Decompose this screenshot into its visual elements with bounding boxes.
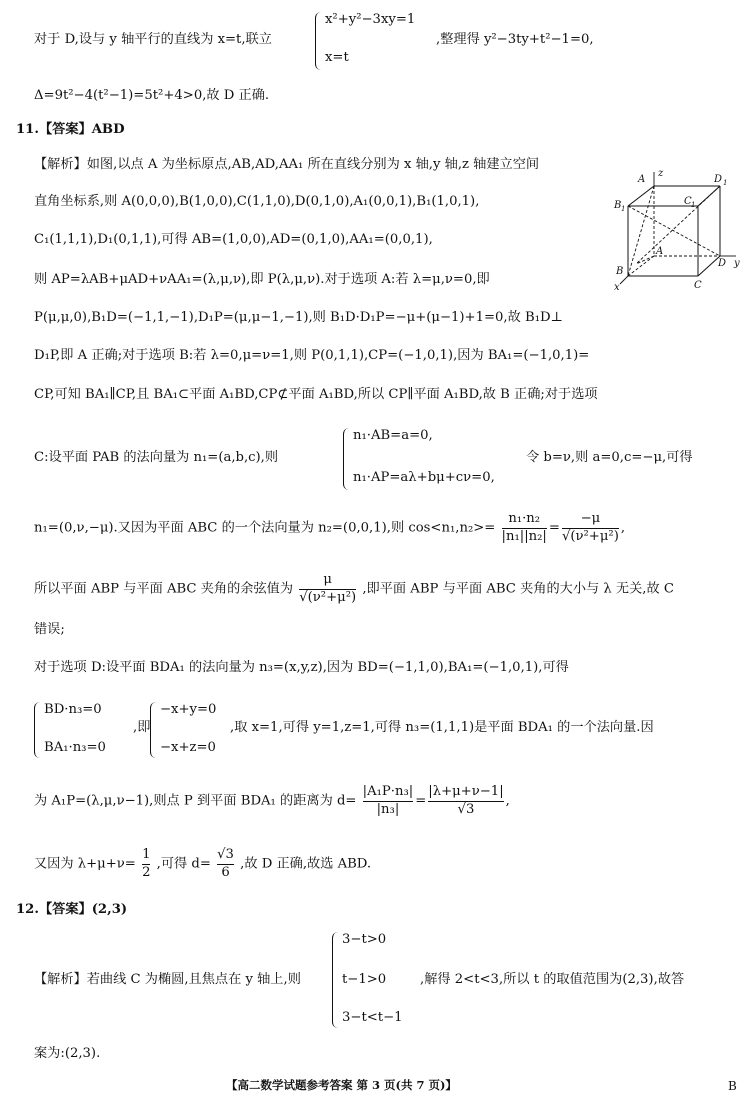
equation-row: n₁·AP=aλ+bμ+cν=0,	[353, 470, 495, 485]
figure-label: 1	[723, 179, 728, 187]
cube-figure	[608, 168, 748, 292]
equation-system	[343, 428, 513, 490]
text-line: ,整理得 y²−3ty+t²−1=0,	[436, 32, 594, 47]
text-line: C:设平面 PAB 的法向量为 n₁=(a,b,c),则	[34, 450, 279, 465]
equation-row: t−1>0	[342, 972, 387, 987]
figure-label: C	[684, 196, 692, 207]
equation-system	[150, 702, 240, 758]
equation-system	[315, 12, 433, 70]
figure-label: x	[614, 282, 620, 292]
figure-label: B	[616, 266, 624, 277]
text-line: ,取 x=1,可得 y=1,z=1,可得 n₃=(1,1,1)是平面 BDA₁ 的一个法向量.因	[230, 720, 654, 735]
equation-row: −x+z=0	[160, 740, 216, 755]
formula-line: n₁=(0,ν,−μ).又因为平面 ABC 的一个法向量为 n₂=(0,0,1),则 cos<n₁,n₂>= $\frac{\text{n₁·n₂}}{\text{|n₁||n₂|}}$ = $\frac{-\mu}{\text{√(ν²+μ²)}}$ ,	[34, 511, 626, 544]
fraction: $\frac{\text{|A₁P·n₃|}}{\text{|n₃|}}$	[362, 784, 414, 817]
text-line: C₁(1,1,1),D₁(0,1,1),可得 AB=(1,0,0),AD=(0,1,0),AA₁=(0,0,1),	[34, 232, 433, 247]
figure-label: D	[714, 174, 723, 185]
text-line: Δ=9t²−4(t²−1)=5t²+4>0,故 D 正确.	[34, 88, 270, 103]
equation-row: n₁·AB=a=0,	[353, 428, 433, 443]
equation-row: 3−t<t−1	[342, 1010, 403, 1025]
equation-row: 3−t>0	[342, 932, 387, 947]
fraction: $\frac{\mu}{\text{√(ν²+μ²)}}$	[299, 572, 357, 605]
text-segment: ,可得 d=	[156, 856, 211, 872]
text-segment: ,即平面 ABP 与平面 ABC 夹角的大小与 λ 无关,故 C	[362, 581, 674, 597]
figure-label: C	[694, 280, 702, 291]
formula-line	[34, 847, 371, 881]
fraction: $\frac{√3}{6}$	[217, 847, 234, 880]
text-line: 【解析】若曲线 C 为椭圆,且焦点在 y 轴上,则	[34, 972, 301, 987]
text-line: ,解得 2<t<3,所以 t 的取值范围为(2,3),故答	[420, 972, 685, 987]
fraction: $\frac{|\lambda+\mu+\nu-1|}{√3}$	[428, 784, 504, 817]
equation-system	[332, 932, 422, 1028]
text-line: P(μ,μ,0),B₁D=(−1,1,−1),D₁P=(μ,μ−1,−1),则 B₁D·D₁P=−μ+(μ−1)+1=0,故 B₁D⊥	[34, 310, 563, 325]
text-segment: n₁=(0,ν,−μ).又因为平面 ABC 的一个法向量为 n₂=(0,0,1),则 cos<n₁,n₂>=	[34, 520, 496, 536]
fraction: $\frac{\text{n₁·n₂}}{\text{|n₁||n₂|}}$	[501, 511, 547, 544]
figure-label: D	[718, 258, 727, 269]
equation-row: BA₁·n₃=0	[44, 740, 106, 755]
figure-label: z	[658, 168, 664, 179]
text-line: 错误;	[34, 622, 65, 637]
paper-version: B	[728, 1079, 737, 1093]
equation-row: x²+y²−3xy=1	[325, 12, 416, 27]
text-segment: 又因为 λ+μ+ν=	[34, 856, 136, 872]
equation-system	[34, 702, 142, 758]
page-footer: 【高二数学试题参考答案 第 3 页(共 7 页)】	[226, 1078, 457, 1092]
formula-line: 为 A₁P=(λ,μ,ν−1),则点 P 到平面 BDA₁ 的距离为 d= $\frac{\text{|A₁P·n₃|}}{\text{|n₃|}}$ = $\frac{|\lambda+\mu+\nu-1|}{√3}$ ,	[34, 784, 510, 817]
text-line: 令 b=ν,则 a=0,c=−μ,可得	[526, 450, 693, 465]
figure-label: 1	[621, 205, 626, 213]
text-line: 则 AP=λAB+μAD+νAA₁=(λ,μ,ν),即 P(λ,μ,ν).对于选项 A:若 λ=μ,ν=0,即	[34, 272, 490, 287]
figure-label: 1	[691, 201, 696, 209]
equation-row: BD·n₃=0	[44, 702, 102, 717]
text-line: CP,可知 BA₁∥CP,且 BA₁⊂平面 A₁BD,CP⊄平面 A₁BD,所以 CP∥平面 A₁BD,故 B 正确;对于选项	[34, 387, 598, 402]
text-line: ,即	[133, 720, 151, 735]
text-line: D₁P,即 A 正确;对于选项 B:若 λ=0,μ=ν=1,则 P(0,1,1),CP=(−1,0,1),因为 BA₁=(−1,0,1)=	[34, 348, 590, 363]
text-line: 案为:(2,3).	[34, 1046, 101, 1061]
text-line: 直角坐标系,则 A(0,0,0),B(1,0,0),C(1,1,0),D(0,1,0),A₁(0,0,1),B₁(1,0,1),	[34, 194, 480, 209]
fraction: $\frac{1}{2}$	[142, 847, 151, 880]
text-line: 对于 D,设与 y 轴平行的直线为 x=t,联立	[34, 32, 272, 47]
figure-label: y	[734, 258, 740, 269]
text-line: 【解析】如图,以点 A 为坐标原点,AB,AD,AA₁ 所在直线分别为 x 轴,y 轴,z 轴建立空间	[34, 157, 540, 172]
text-segment: 所以平面 ABP 与平面 ABC 夹角的余弦值为	[34, 581, 294, 597]
text-segment: 为 A₁P=(λ,μ,ν−1),则点 P 到平面 BDA₁ 的距离为 d=	[34, 793, 357, 809]
equation-row: −x+y=0	[160, 702, 217, 717]
equation-row: x=t	[325, 50, 349, 65]
fraction: $\frac{-\mu}{\text{√(ν²+μ²)}}$	[561, 511, 619, 544]
text-line: 对于选项 D:设平面 BDA₁ 的法向量为 n₃=(x,y,z),因为 BD=(−1,1,0),BA₁=(−1,0,1),可得	[34, 660, 569, 675]
figure-label: B	[614, 200, 622, 211]
figure-label: A	[638, 174, 646, 185]
question-11-answer: 11.【答案】ABD	[16, 122, 125, 137]
figure-label: A	[656, 246, 664, 257]
formula-line	[34, 572, 674, 606]
text-segment: ,故 D 正确,故选 ABD.	[240, 856, 372, 872]
question-12-answer: 12.【答案】(2,3)	[16, 902, 128, 917]
